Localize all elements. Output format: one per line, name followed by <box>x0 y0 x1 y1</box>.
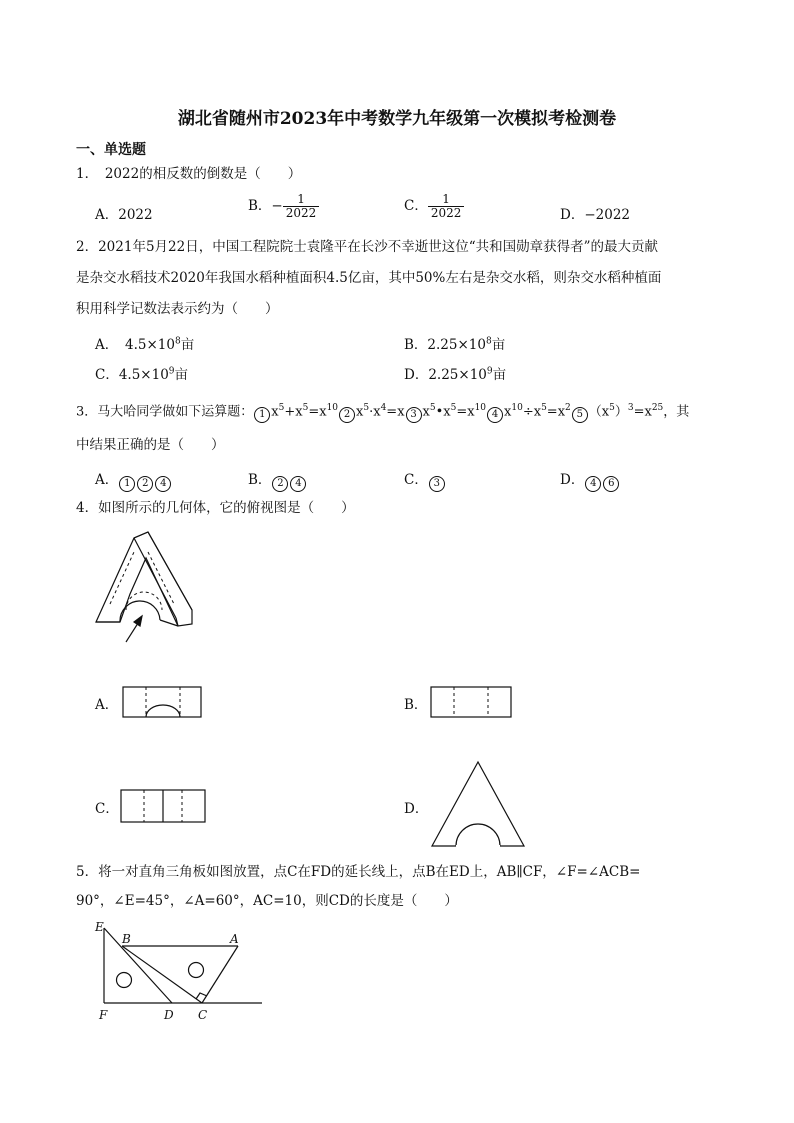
question-2-line-1: 2．2021年5月22日，中国工程院院士袁隆平在长沙不幸逝世这位“共和国勋章获得者”的最大贡献 <box>76 239 659 255</box>
q4-option-b-figure <box>430 686 512 718</box>
circled-number: 3 <box>406 407 422 423</box>
expr: x <box>504 404 512 420</box>
point-label-A: A <box>230 932 239 946</box>
point-label-F: F <box>99 1008 108 1022</box>
q1-option-a: A．2022 <box>95 207 153 223</box>
exponent: 5 <box>302 403 309 413</box>
exponent: 9 <box>486 366 493 377</box>
exponent: 10 <box>474 403 487 413</box>
option-text: D．2.25×10 <box>404 367 487 383</box>
q1-option-d: D．−2022 <box>560 207 630 223</box>
exponent: 5 <box>429 403 436 413</box>
q4-option-a-figure <box>122 686 202 718</box>
exponent: 10 <box>326 403 339 413</box>
q1-option-b-prefix: B．− <box>248 198 283 214</box>
hidden-edge <box>148 552 174 604</box>
exponent: 5 <box>609 403 615 413</box>
expr: =x <box>386 404 405 420</box>
expr: •x <box>435 404 451 420</box>
unit: 亩 <box>174 367 189 383</box>
circled-number: 5 <box>572 407 588 423</box>
q3-option-d <box>560 468 620 492</box>
arch-edge <box>148 532 192 610</box>
expr: =x <box>308 404 327 420</box>
question-lead: 3．马大哈同学做如下运算题： <box>76 404 254 420</box>
option-text: C．4.5×10 <box>95 367 169 383</box>
question-1-stem: 1． 2022的相反数的倒数是（ ） <box>76 166 302 182</box>
q4-option-c-label: C． <box>95 801 119 817</box>
expr: =x <box>546 404 566 420</box>
circled-number: 2 <box>137 476 153 492</box>
exponent: 25 <box>651 403 664 413</box>
exponent: 4 <box>380 403 387 413</box>
q1-option-b <box>248 193 319 220</box>
exponent: 8 <box>174 336 181 347</box>
triangle-hole <box>117 973 132 988</box>
point-label-C: C <box>198 1008 208 1022</box>
option-text: B．2.25×10 <box>404 337 486 353</box>
expr: +x <box>284 404 303 420</box>
circled-number: 3 <box>429 476 445 492</box>
q4-option-c-figure <box>120 789 206 823</box>
arch-edge <box>134 538 176 618</box>
q2-option-b <box>404 333 505 353</box>
exponent: 10 <box>511 403 523 413</box>
q2-option-c <box>95 363 188 383</box>
exponent: 5 <box>450 403 457 413</box>
circled-number: 4 <box>155 476 171 492</box>
exponent: 5 <box>541 403 547 413</box>
q4-option-d-label: D． <box>404 801 429 817</box>
question-2-line-3: 积用科学记数法表示约为（ ） <box>76 301 279 317</box>
view-arrow-head <box>134 616 142 626</box>
expr: ，其 <box>663 404 690 420</box>
unit: 亩 <box>180 337 195 353</box>
question-5-line-2: 90°，∠E=45°，∠A=60°，AC=10，则CD的长度是（ ） <box>76 893 458 909</box>
circled-number: 1 <box>254 407 270 423</box>
triangle-hole <box>189 963 204 978</box>
question-4-stem: 4．如图所示的几何体，它的俯视图是（ ） <box>76 500 355 516</box>
q1-option-c <box>404 193 464 220</box>
circled-number: 1 <box>119 476 135 492</box>
expr: ÷x <box>522 404 542 420</box>
q1-option-b-fraction <box>283 193 320 220</box>
segment-AC <box>202 946 238 1003</box>
q4-option-b-label: B． <box>404 697 428 713</box>
option-text: A． 4.5×10 <box>95 337 175 353</box>
fraction-numerator: 1 <box>297 192 305 206</box>
arch-outline <box>96 532 192 626</box>
exponent: 9 <box>168 366 175 377</box>
section-heading: 一、单选题 <box>76 142 146 158</box>
expr: =x <box>456 404 475 420</box>
exponent: 3 <box>627 403 634 413</box>
solid-arch-figure <box>90 530 200 650</box>
circled-number: 4 <box>290 476 306 492</box>
q1-option-c-prefix: C． <box>404 198 428 214</box>
fraction-numerator: 1 <box>442 192 450 206</box>
expr: ·x <box>369 404 381 420</box>
question-3-line-1 <box>76 398 689 423</box>
segment-ED <box>104 928 172 1003</box>
q3-option-c <box>404 468 446 492</box>
expr: （x <box>588 404 610 420</box>
point-label-D: D <box>164 1008 174 1022</box>
option-letter: B． <box>248 472 272 488</box>
fraction-denominator: 2022 <box>283 206 320 220</box>
circled-number: 4 <box>585 476 601 492</box>
q2-option-d <box>404 363 506 383</box>
circled-number: 2 <box>272 476 288 492</box>
point-label-E: E <box>95 920 104 934</box>
circled-number: 6 <box>603 476 619 492</box>
question-2-line-2: 是杂交水稻技术2020年我国水稻种植面积4.5亿亩，其中50%左右是杂交水稻，则杂交水稻种植面 <box>76 270 662 286</box>
exponent: 5 <box>363 403 370 413</box>
option-letter: A． <box>95 472 119 488</box>
expr: ） <box>614 404 628 420</box>
unit: 亩 <box>492 367 507 383</box>
hidden-edge <box>110 552 134 604</box>
q2-option-a <box>95 333 194 353</box>
unit: 亩 <box>491 337 506 353</box>
question-3-line-2: 中结果正确的是（ ） <box>76 437 225 453</box>
exponent: 2 <box>565 403 571 413</box>
q3-option-a <box>95 468 172 492</box>
fraction-denominator: 2022 <box>428 206 465 220</box>
point-label-B: B <box>122 932 131 946</box>
q3-option-b <box>248 468 307 492</box>
expr: x <box>271 404 279 420</box>
triangle-figure <box>92 920 267 1024</box>
page-title: 湖北省随州市2023年中考数学九年级第一次模拟考检测卷 <box>177 109 617 129</box>
expr: x <box>356 404 364 420</box>
expr: =x <box>633 404 652 420</box>
q1-option-c-fraction <box>428 193 465 220</box>
arch-edge <box>134 532 148 538</box>
circled-number: 4 <box>487 407 503 423</box>
question-5-line-1: 5．将一对直角三角板如图放置，点C在FD的延长线上，点B在ED上，AB∥CF，∠F=∠ACB= <box>76 864 641 880</box>
q4-option-d-figure <box>430 760 526 848</box>
exponent: 8 <box>485 336 492 347</box>
option-letter: D． <box>560 472 585 488</box>
circled-number: 2 <box>339 407 355 423</box>
option-letter: C． <box>404 472 428 488</box>
exponent: 5 <box>278 403 285 413</box>
expr: x <box>422 404 430 420</box>
q4-option-a-label: A． <box>95 697 119 713</box>
